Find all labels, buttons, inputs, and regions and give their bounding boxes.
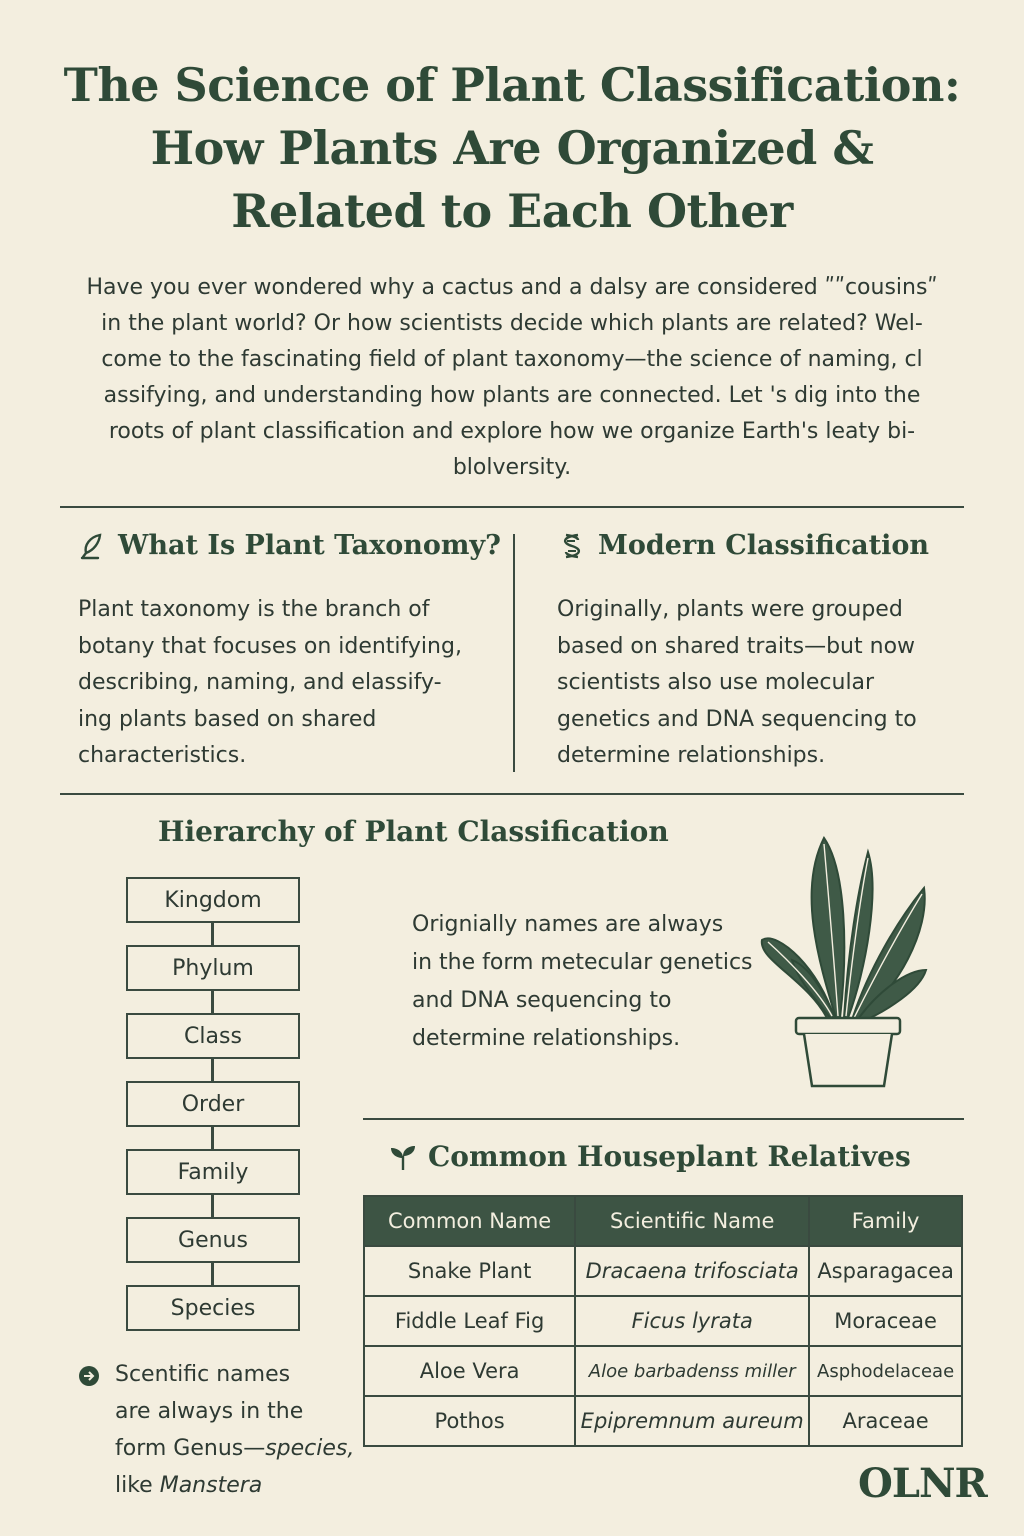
modern-line: scientists also use molecular (557, 670, 875, 695)
hierarchy-level-kingdom: Kingdom (126, 877, 300, 923)
tip-line-text: form Genus— (115, 1436, 266, 1461)
houseplants-heading-text: Common Houseplant Relatives (428, 1140, 911, 1173)
cell-family: Moraceae (809, 1296, 962, 1346)
cell-family: Asphodelaceae (809, 1346, 962, 1396)
note-line: in the form metecular genetics (412, 950, 753, 975)
cell-common: Aloe Vera (364, 1346, 575, 1396)
tip-line: Scentific names (115, 1362, 291, 1387)
cell-scientific: Aloe barbadenss miller (575, 1346, 809, 1396)
hierarchy-level-class: Class (126, 1013, 300, 1059)
intro-line: blolversity. (452, 455, 572, 480)
tip-line-text: like (115, 1473, 160, 1498)
intro-line: in the plant world? Or how scientists decide which plants are related? Wel- (101, 311, 923, 336)
intro-paragraph (60, 270, 964, 486)
table-header-row (364, 1196, 962, 1246)
table-row (364, 1346, 962, 1396)
taxonomy-line: describing, naming, and elassify- (78, 670, 442, 695)
hierarchy-level-family: Family (126, 1149, 300, 1195)
modern-line: based on shared traits—but now (557, 633, 916, 659)
table-row (364, 1396, 962, 1446)
taxonomy-body (78, 592, 462, 775)
title-line-3: Related to Each Other (231, 184, 793, 238)
note-line: Orignially names are always (412, 912, 724, 937)
hierarchy-level-species: Species (126, 1285, 300, 1331)
tip-line (115, 1430, 354, 1467)
hierarchy-level-order: Order (126, 1081, 300, 1127)
tip-line (115, 1467, 354, 1504)
cell-scientific: Ficus lyrata (575, 1296, 809, 1346)
divider-top (60, 506, 964, 508)
cell-common: Pothos (364, 1396, 575, 1446)
brand-logo: OLNR (858, 1460, 987, 1507)
page-title (40, 54, 984, 243)
note-line: determine relationships. (412, 1026, 681, 1051)
cell-common: Fiddle Leaf Fig (364, 1296, 575, 1346)
note-line: and DNA sequencing to (412, 988, 672, 1013)
modern-line: genetics and DNA sequencing to (557, 706, 917, 732)
tip-line-italic: species, (265, 1436, 355, 1461)
cell-scientific: Dracaena trifosciata (575, 1246, 809, 1296)
taxonomy-heading-text: What Is Plant Taxonomy? (118, 530, 501, 561)
taxonomy-heading (78, 530, 501, 561)
hierarchy-level-genus: Genus (126, 1217, 300, 1263)
taxonomy-line: botany that focuses on identifying, (78, 633, 462, 659)
houseplants-table (363, 1195, 963, 1447)
divider-table (363, 1118, 964, 1120)
modern-heading-text: Modern Classification (598, 530, 930, 561)
hierarchy-title: Hierarchy of Plant Classification (158, 815, 669, 848)
title-line-1: The Science of Plant Classification: (63, 58, 961, 112)
naming-note (412, 906, 753, 1058)
table-row (364, 1246, 962, 1296)
intro-line: assifying, and understanding how plants are connected. Let 's dig into the (103, 383, 921, 408)
modern-line: determine relationships. (557, 743, 826, 768)
table-row (364, 1296, 962, 1346)
scientific-name-tip (78, 1356, 354, 1504)
cell-scientific: Epipremnum aureum (575, 1396, 809, 1446)
taxonomy-line: ing plants based on shared (78, 706, 377, 732)
houseplants-heading (388, 1140, 911, 1173)
column-divider (513, 534, 515, 772)
header-scientific-name: Scientific Name (575, 1196, 809, 1246)
arrow-circle-icon (78, 1365, 100, 1387)
divider-middle (60, 793, 964, 795)
tip-line: are always in the (115, 1399, 304, 1424)
intro-line: roots of plant classification and explore how we organize Earth's leaty bi- (108, 419, 916, 444)
cell-common: Snake Plant (364, 1246, 575, 1296)
modern-body (557, 592, 917, 775)
taxonomy-line: Plant taxonomy is the branch of (78, 597, 430, 622)
cell-family: Araceae (809, 1396, 962, 1446)
hierarchy-level-phylum: Phylum (126, 945, 300, 991)
title-line-2: How Plants Are Organized & (150, 121, 874, 175)
taxonomy-line: characteristics. (78, 743, 247, 768)
modern-heading (558, 530, 929, 561)
header-family: Family (809, 1196, 962, 1246)
intro-line: come to the fascinating field of plant taxonomy—the science of naming, cl (101, 347, 923, 372)
dna-icon (558, 531, 586, 561)
intro-line: Have you ever wondered why a cactus and a dalsy are considered ʺʺcousinsʺ (86, 275, 938, 300)
sprout-icon (388, 1142, 418, 1172)
leaf-pen-icon (78, 531, 106, 561)
modern-line: Originally, plants were grouped (557, 597, 903, 622)
header-common-name: Common Name (364, 1196, 575, 1246)
cell-family: Asparagacea (809, 1246, 962, 1296)
potted-plant-icon (748, 830, 948, 1092)
tip-line-italic: Manstera (159, 1473, 263, 1498)
